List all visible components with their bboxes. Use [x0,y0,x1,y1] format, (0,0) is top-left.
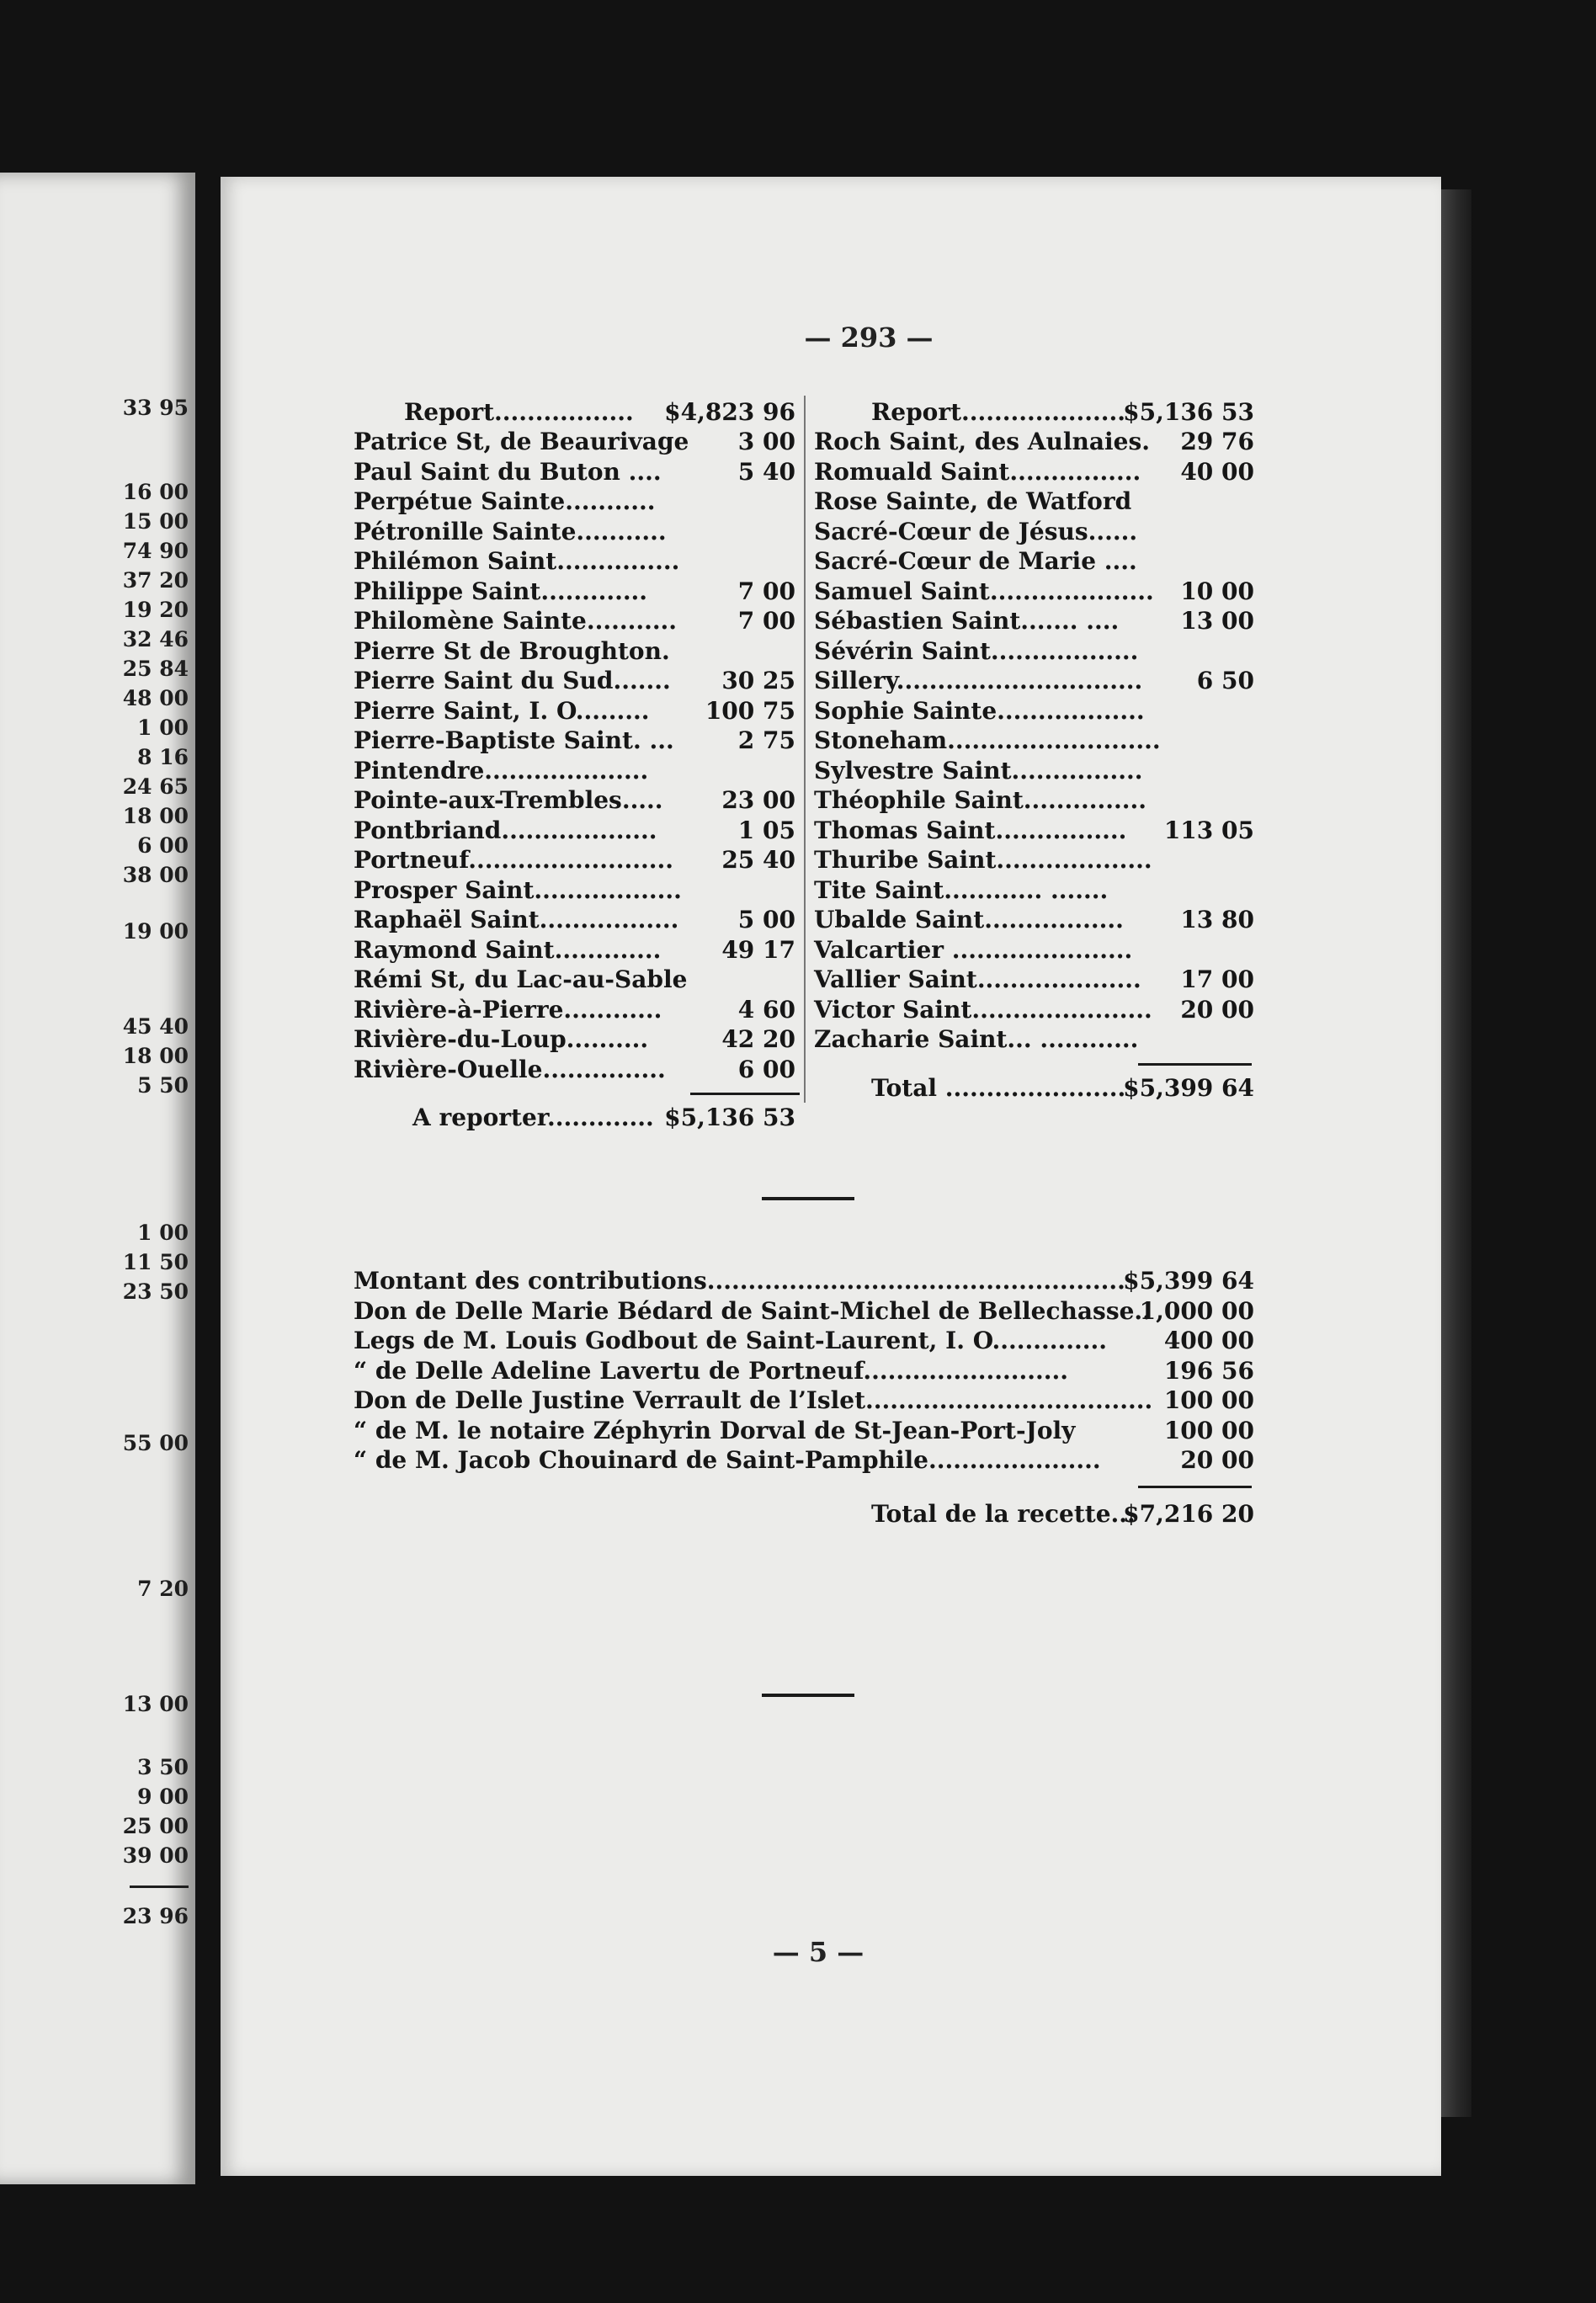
left-page-fragment: 1 00 [137,715,189,740]
right-ledger-row [814,784,1254,817]
left-page-fragment: 1 00 [137,1221,189,1245]
right-ledger-row [814,843,1254,877]
right-ledger-row-label: Tite Saint............ ....... [814,875,1109,904]
left-ledger-row [354,993,795,1027]
left-page-fragment: 9 00 [137,1784,189,1809]
left-ledger-row-label: Pointe-aux-Trembles..... [354,786,663,814]
right-total-row [871,1072,1254,1105]
right-total-row-amount: $5,399 64 [1123,1073,1254,1102]
summary-row [354,1295,1254,1328]
left-ledger-row-amount: 25 40 [721,846,795,874]
right-ledger-row [814,664,1254,698]
right-ledger-row-label: Sacré-Cœur de Jésus...... [814,517,1138,545]
summary-row-amount: 100 00 [1163,1386,1254,1414]
left-ledger-row-amount: 5 40 [737,457,795,486]
summary-row-amount: $5,399 64 [1123,1267,1254,1295]
left-page-fragment: 33 95 [122,396,189,420]
right-ledger-row-label: Victor Saint...................... [814,995,1152,1024]
right-ledger-row [814,963,1254,997]
left-page-fragment: 23 50 [122,1279,189,1304]
right-ledger-row-label: Roch Saint, des Aulnaies. [814,428,1150,455]
right-ledger-row-amount: 40 00 [1180,457,1254,486]
page-number-bottom: — 5 — [772,1936,864,1968]
left-page-fragment: 25 00 [122,1814,189,1838]
right-ledger-row-amount: 17 00 [1180,965,1254,993]
left-ledger-row-label: Pierre Saint, I. O......... [354,696,650,725]
right-ledger-row-amount: 113 05 [1163,816,1254,844]
right-ledger-row-label: Zacharie Saint... ............ [814,1025,1139,1053]
right-ledger-row [814,575,1254,609]
left-ledger-row [354,545,795,578]
right-ledger-row-label: Vallier Saint.................... [814,965,1141,993]
right-ledger-row [814,635,1254,668]
right-ledger-row-label: Théophile Saint............... [814,786,1146,814]
left-page-fragment: 18 00 [122,1044,189,1068]
left-ledger-row-label: Rémi St, du Lac-au-Sable [354,965,688,993]
summary-row [354,1264,1254,1298]
left-ledger-row-amount: 2 75 [737,726,795,754]
left-page-sum-rule [130,1885,189,1888]
left-ledger-row [354,874,795,907]
right-ledger-row-label: Sillery.............................. [814,667,1143,694]
right-ledger-row [814,455,1254,489]
left-page-fragment: 5 50 [137,1073,189,1098]
summary-row-amount: 100 00 [1163,1416,1254,1444]
right-ledger-row [814,754,1254,788]
left-ledger-row-amount: 5 00 [737,906,795,933]
summary-row-label: Don de Delle Marie Bédard de Saint-Michel de Bellechasse.. [354,1296,1151,1325]
left-ledger-row-amount: 3 00 [737,428,795,455]
left-ledger-row-amount: 1 05 [737,816,795,844]
left-page-fragment: 37 20 [122,568,189,593]
left-ledger-row [354,933,795,967]
right-total-row-label: Total ...................... [871,1073,1126,1102]
left-ledger-row-label: Philippe Saint............. [354,577,648,605]
right-ledger-row [814,874,1254,907]
left-ledger-row-label: Raphaël Saint................. [354,906,679,933]
summary-row [354,1414,1254,1448]
right-report-row [871,396,1254,429]
summary-sum-rule [1138,1486,1252,1488]
right-ledger-row-label: Ubalde Saint................. [814,906,1124,933]
left-page-fragment: 19 20 [122,598,189,622]
summary-row-label: Legs de M. Louis Godbout de Saint-Laurent, I. O.............. [354,1327,1107,1354]
left-ledger-row-amount: 7 00 [737,607,795,635]
left-page-fragment: 3 50 [137,1755,189,1779]
right-ledger-row-amount: 13 80 [1180,906,1254,933]
section-divider-2 [762,1694,854,1697]
left-page-fragment: 32 46 [122,627,189,652]
right-ledger-row-label: Sébastien Saint....... .... [814,607,1120,635]
left-ledger-row [354,724,795,758]
right-ledger-row [814,425,1254,459]
left-page-fragment: 48 00 [122,686,189,710]
right-ledger-row [814,545,1254,578]
left-ledger-row [354,485,795,519]
left-ledger-row [354,754,795,788]
left-ledger-row [354,963,795,997]
document-page [221,177,1441,2176]
right-ledger-row-label: Stoneham.......................... [814,726,1161,754]
page-number-top: — 293 — [804,322,934,354]
left-ledger-row-label: Rivière-du-Loup.......... [354,1025,649,1053]
left-ledger-row-label: Patrice St, de Beaurivage [354,428,689,455]
left-page-fragment: 8 16 [137,745,189,769]
right-ledger-row-amount: 6 50 [1196,667,1254,694]
left-page-fragment: 25 84 [122,657,189,681]
summary-total-row-amount: $7,216 20 [1123,1499,1254,1528]
book-page-edges [1436,189,1471,2117]
left-ledger-row-label: Raymond Saint............. [354,935,662,964]
left-ledger-row [354,814,795,848]
left-ledger-row-label: Pierre-Baptiste Saint. ... [354,726,674,754]
summary-row-amount: 196 56 [1163,1356,1254,1385]
left-carry-row-amount: $5,136 53 [664,1104,795,1131]
left-page-fragment: 19 00 [122,919,189,944]
left-page-fragment: 38 00 [122,863,189,887]
left-ledger-row-amount: 7 00 [737,577,795,605]
right-report-row-amount: $5,136 53 [1123,398,1254,426]
left-sum-rule [690,1093,800,1095]
left-report-row-label: Report................. [404,398,634,426]
left-ledger-row [354,1053,795,1087]
summary-total-row-label: Total de la recette... [871,1499,1136,1528]
left-ledger-row-label: Rivière-Ouelle............... [354,1055,666,1083]
right-ledger-row-amount: 20 00 [1180,995,1254,1024]
summary-total-row [871,1497,1254,1531]
facing-left-page [0,173,195,2184]
left-ledger-row [354,903,795,937]
left-ledger-row-label: Portneuf......................... [354,846,673,874]
left-ledger-row [354,1023,795,1056]
right-ledger-row [814,604,1254,638]
right-ledger-row [814,814,1254,848]
left-ledger-row [354,843,795,877]
left-page-fragment: 16 00 [122,480,189,504]
left-report-row-amount: $4,823 96 [664,398,795,426]
summary-row-label: “ de Delle Adeline Lavertu de Portneuf......................... [354,1356,1069,1385]
right-report-row-label: Report.................... [871,398,1125,426]
summary-row-label: “ de M. le notaire Zéphyrin Dorval de St-Jean-Port-Joly [354,1416,1076,1444]
summary-row [354,1384,1254,1417]
left-page-fragment: 7 20 [137,1577,189,1601]
left-page-amount-column [0,173,195,2184]
summary-row [354,1324,1254,1358]
summary-row [354,1444,1254,1477]
left-page-fragment: 74 90 [122,539,189,563]
left-ledger-row-amount: 42 20 [721,1025,795,1053]
right-ledger-row [814,724,1254,758]
left-page-fragment: 45 40 [122,1014,189,1039]
left-page-fragment: 39 00 [122,1843,189,1868]
left-page-fragment: 6 00 [137,833,189,858]
right-ledger-row [814,694,1254,728]
summary-row-amount: 1,000 00 [1139,1296,1254,1325]
section-divider-1 [762,1197,854,1200]
right-ledger-row-label: Sophie Sainte.................. [814,696,1145,725]
summary-row-label: Don de Delle Justine Verrault de l’Islet................................... [354,1386,1153,1414]
left-report-row [404,396,795,429]
right-ledger-row-amount: 29 76 [1180,428,1254,455]
left-ledger-row-amount: 100 75 [705,696,795,725]
right-ledger-row-label: Romuald Saint................ [814,457,1141,486]
left-ledger-row [354,604,795,638]
left-ledger-row [354,575,795,609]
right-ledger-row-amount: 10 00 [1180,577,1254,605]
left-ledger-row [354,635,795,668]
left-ledger-row-label: Philémon Saint............... [354,547,680,575]
right-ledger-row-label: Sylvestre Saint................ [814,756,1143,785]
left-ledger-row-amount: 23 00 [721,786,795,814]
left-ledger-row-label: Philomène Sainte........... [354,607,678,635]
left-ledger-row-label: Pierre Saint du Sud....... [354,667,671,694]
left-ledger-row [354,425,795,459]
summary-row-label: Montant des contributions................................................... [354,1267,1125,1295]
left-carry-row [412,1101,795,1135]
left-ledger-row-label: Pierre St de Broughton. [354,636,670,665]
right-sum-rule [1138,1063,1252,1066]
left-ledger-row-label: Perpétue Sainte........... [354,487,656,515]
summary-row [354,1354,1254,1388]
right-ledger-row-label: Rose Sainte, de Watford [814,487,1132,515]
summary-row-amount: 20 00 [1180,1446,1254,1474]
summary-row-label: “ de M. Jacob Chouinard de Saint-Pamphile..................... [354,1446,1101,1474]
summary-row-amount: 400 00 [1163,1327,1254,1354]
right-ledger-row-label: Thomas Saint................ [814,816,1127,844]
left-page-fragment: 11 50 [122,1250,189,1274]
right-ledger-row [814,933,1254,967]
right-ledger-row-label: Thuribe Saint................... [814,846,1152,874]
right-ledger-row-amount: 13 00 [1180,607,1254,635]
left-ledger-row-amount: 49 17 [721,935,795,964]
left-ledger-row-label: Pintendre.................... [354,756,649,785]
right-ledger-row-label: Valcartier ...................... [814,935,1133,964]
left-page-fragment: 24 65 [122,774,189,799]
left-ledger-row [354,694,795,728]
left-page-fragment: 55 00 [122,1431,189,1455]
left-ledger-row [354,455,795,489]
left-ledger-row-amount: 30 25 [721,667,795,694]
left-ledger-row-label: Paul Saint du Buton .... [354,457,662,486]
right-ledger-row [814,485,1254,519]
left-ledger-row-label: Pontbriand................... [354,816,657,844]
left-ledger-row [354,515,795,549]
left-ledger-row [354,784,795,817]
left-page-fragment: 15 00 [122,509,189,534]
right-ledger-row-label: Sévérin Saint.................. [814,636,1139,665]
right-ledger-row [814,993,1254,1027]
left-carry-row-label: A reporter............. [412,1104,654,1131]
left-ledger-row-amount: 4 60 [737,995,795,1024]
right-ledger-row [814,903,1254,937]
right-ledger-row-label: Samuel Saint.................... [814,577,1154,605]
left-ledger-row-label: Rivière-à-Pierre............ [354,995,662,1024]
left-ledger-row-amount: 6 00 [737,1055,795,1083]
left-page-fragment: 23 96 [122,1904,189,1928]
left-ledger-row-label: Prosper Saint.................. [354,875,682,904]
left-ledger-row [354,664,795,698]
right-ledger-row [814,1023,1254,1056]
left-ledger-row-label: Pétronille Sainte........... [354,517,667,545]
right-ledger-row [814,515,1254,549]
left-page-fragment: 13 00 [122,1692,189,1716]
column-divider [804,396,806,1103]
left-page-fragment: 18 00 [122,804,189,828]
right-ledger-row-label: Sacré-Cœur de Marie .... [814,547,1137,575]
